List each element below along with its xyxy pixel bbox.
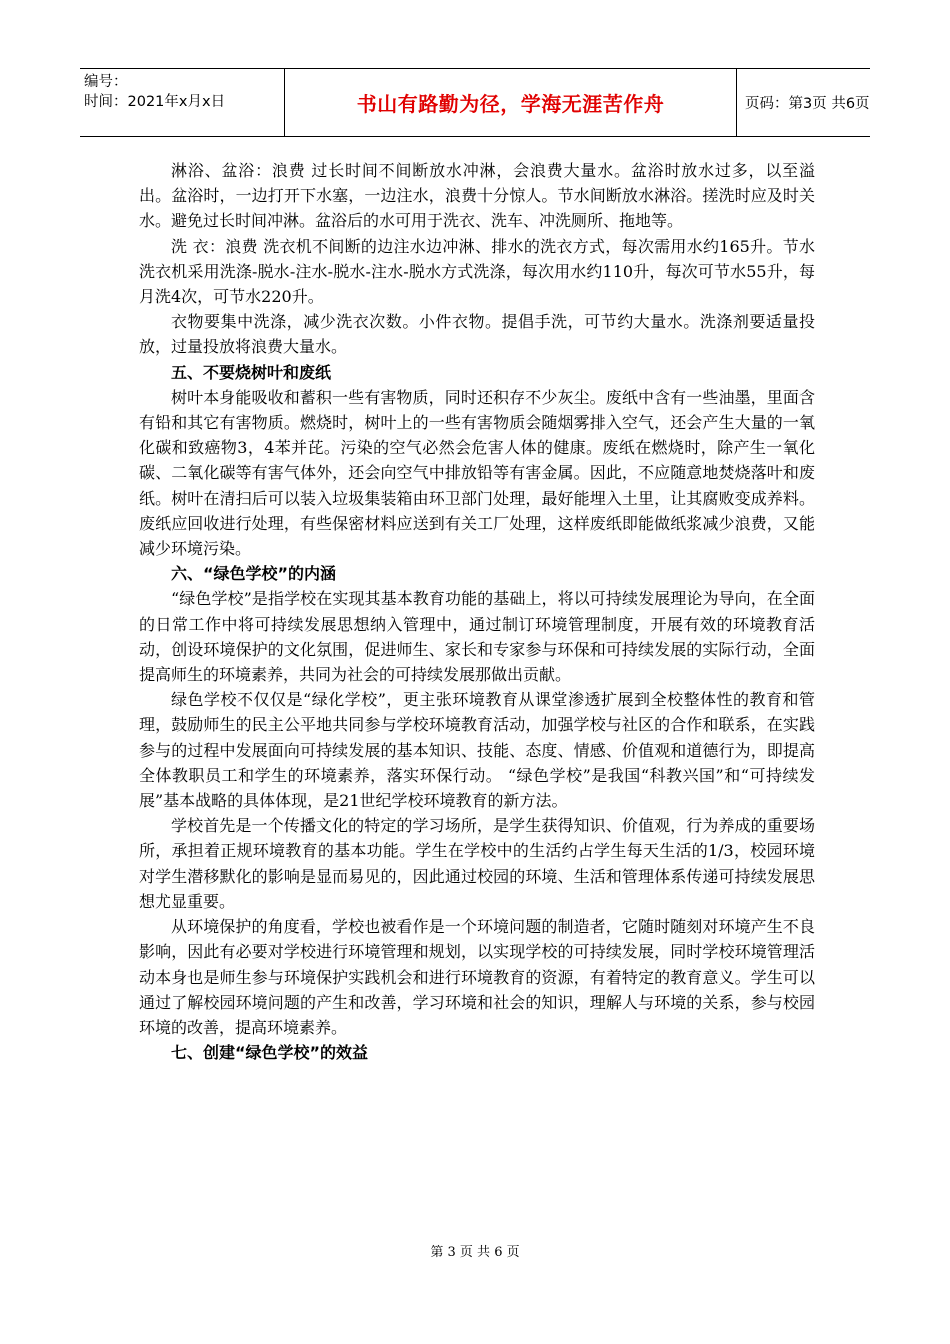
- section-heading-7: 七、创建“绿色学校”的效益: [171, 1043, 369, 1063]
- header-motto: 书山有路勤为径，学海无涯苦作舟: [285, 69, 737, 136]
- section-heading-6: 六、“绿色学校”的内涵: [171, 564, 337, 584]
- page-footer: 第 3 页 共 6 页: [430, 1245, 520, 1260]
- document-number-label: 编号：: [84, 74, 128, 90]
- section-heading-5: 五、不要烧树叶和废纸: [171, 362, 332, 382]
- document-date: 时间：2021年x月x日: [84, 94, 226, 110]
- paragraph-laundry-tips: 衣物要集中洗涤，减少洗衣次数。小件衣物。提倡手洗，可节约大量水。洗涤剂要适量投放，过量投放将浪费大量水。: [139, 312, 815, 357]
- paragraph-burning-leaves: 树叶本身能吸收和蓄积一些有害物质，同时还积存不少灰尘。废纸中含有一些油墨，里面含有铅和其它有害物质。燃烧时，树叶上的一些有害物质会随烟雾排入空气，还会产生大量的一氧化碳和致癌物3，4苯并芘。污染的空气必然会危害人体的健康。废纸在燃烧时，除产生一氧化碳、二氧化碳等有害气体外，还会向空气中排放铅等有害金属。因此，不应随意地焚烧落叶和废纸。树叶在清扫后可以装入垃圾集装箱由环卫部门处理，最好能埋入土里，让其腐败变成养料。废纸应回收进行处理，有些保密材料应送到有关工厂处理，这样废纸即能做纸浆减少浪费，又能减少环境污染。: [139, 387, 815, 559]
- paragraph-laundry: 洗 衣：浪费 洗衣机不间断的边注水边冲淋、排水的洗衣方式，每次需用水约165升。节水 洗衣机采用洗涤-脱水-注水-脱水-注水-脱水方式洗涤，每次用水约110升，每次可节水55升，每月洗4次，可节水220升。: [139, 236, 815, 307]
- paragraph-green-school-definition: “绿色学校”是指学校在实现其基本教育功能的基础上，将以可持续发展理论为导向，在全面的日常工作中将可持续发展思想纳入管理中，通过制订环境管理制度，开展有效的环境教育活动，创设环境保护的文化氛围，促进师生、家长和专家参与环保和可持续发展的实际行动，全面提高师生的环境素养，共同为社会的可持续发展那做出贡献。: [139, 589, 815, 685]
- paragraph-green-school-scope: 绿色学校不仅仅是“绿化学校”，更主张环境教育从课堂渗透扩展到全校整体性的教育和管理，鼓励师生的民主公平地共同参与学校环境教育活动，加强学校与社区的合作和联系，在实践参与的过程中发展面向可持续发展的基本知识、技能、态度、情感、价值观和道德行为，即提高全体教职员工和学生的环境素养，落实环保行动。 “绿色学校”是我国“科教兴国”和“可持续发展”基本战略的具体体现，是21世纪学校环境教育的新方法。: [139, 690, 815, 811]
- page-header: [80, 68, 870, 137]
- paragraph-environmental-perspective: 从环境保护的角度看，学校也被看作是一个环境问题的制造者，它随时随刻对环境产生不良影响，因此有必要对学校进行环境管理和规划，以实现学校的可持续发展，同时学校环境管理活动本身也是师生参与环境保护实践机会和进行环境教育的资源，有着特定的教育意义。学生可以通过了解校园环境问题的产生和改善，学习环境和社会的知识，理解人与环境的关系，参与校园环境的改善，提高环境素养。: [139, 917, 815, 1037]
- paragraph-school-role: 学校首先是一个传播文化的特定的学习场所，是学生获得知识、价值观，行为养成的重要场所，承担着正规环境教育的基本功能。学生在学校中的生活约占学生每天生活的1/3，校园环境对学生潜移默化的影响是显而易见的，因此通过校园的环境、生活和管理体系传递可持续发展思想尤显重要。: [139, 816, 815, 911]
- header-meta: [80, 69, 285, 136]
- document-body: [139, 158, 815, 1065]
- header-page-info: 页码：第3页 共6页: [745, 96, 870, 112]
- paragraph-bathing: 淋浴、盆浴：浪费 过长时间不间断放水冲淋，会浪费大量水。盆浴时放水过多，以至溢出。盆浴时，一边打开下水塞，一边注水，浪费十分惊人。节水间断放水淋浴。搓洗时应及时关水。避免过长时间冲淋。盆浴后的水可用于洗衣、洗车、冲洗厕所、拖地等。: [139, 161, 815, 231]
